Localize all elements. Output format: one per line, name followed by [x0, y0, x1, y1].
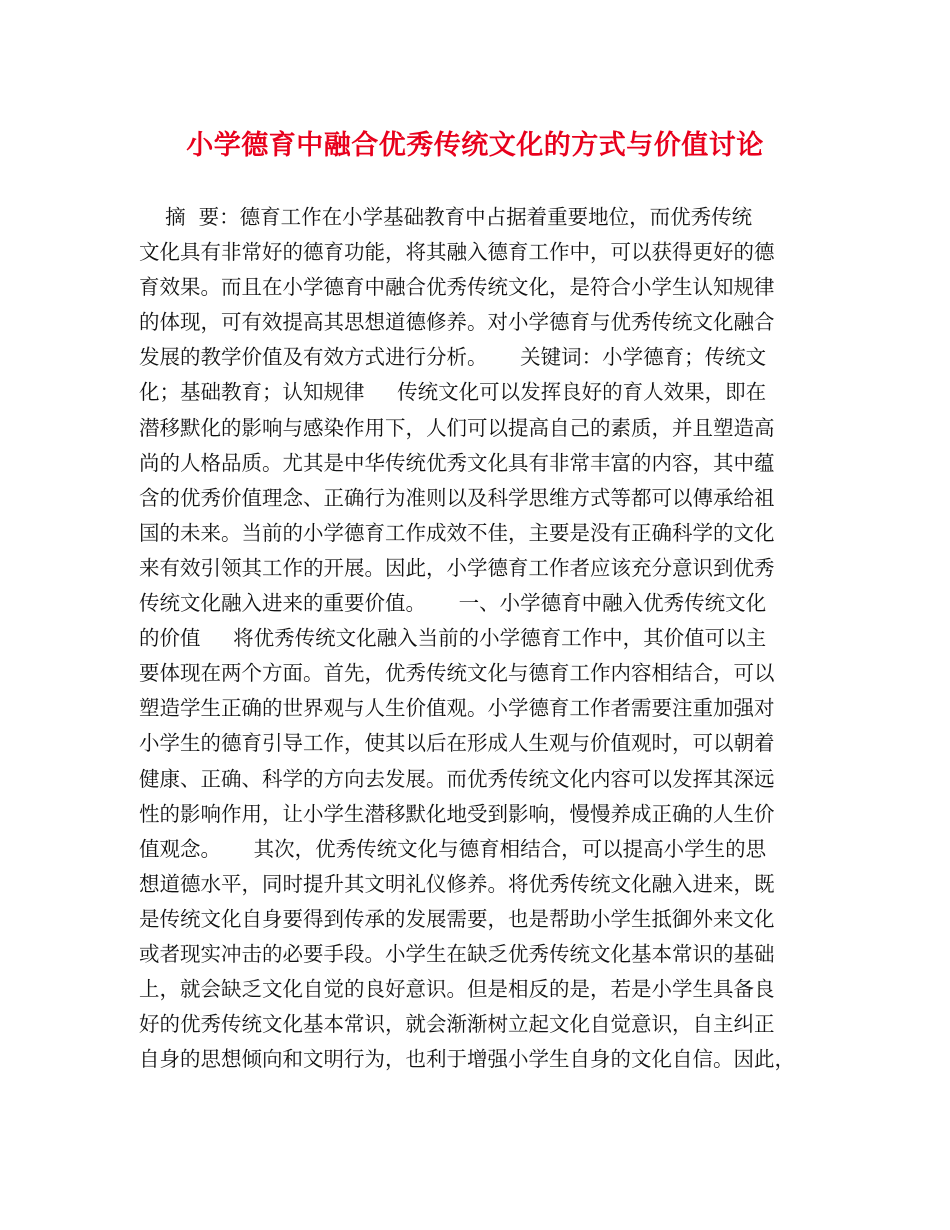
document-title: 小学德育中融合优秀传统文化的方式与价值讨论	[186, 130, 764, 161]
body-line: 尚的人格品质。尤其是中华传统优秀文化具有非常丰富的内容，其中蕴	[139, 450, 775, 475]
body-line: 含的优秀价值理念、正确行为准则以及科学思维方式等都可以傳承给祖	[139, 485, 775, 510]
body-line: 文化具有非常好的德育功能，将其融入德育工作中，可以获得更好的德	[139, 240, 775, 265]
body-line: 发展的教学价值及有效方式进行分析。 关键词：小学德育；传统文	[139, 345, 767, 370]
body-line: 值观念。 其次，优秀传统文化与德育相结合，可以提高小学生的思	[139, 836, 767, 861]
body-line: 传统文化融入进来的重要价值。 一、小学德育中融入优秀传统文化	[139, 591, 767, 616]
body-line: 化；基础教育；认知规律 传统文化可以发挥良好的育人效果，即在	[139, 380, 767, 405]
body-line: 性的影响作用，让小学生潜移默化地受到影响，慢慢养成正确的人生价	[139, 801, 775, 826]
body-line: 国的未来。当前的小学德育工作成效不佳，主要是没有正确科学的文化	[139, 520, 775, 545]
body-line: 来有效引领其工作的开展。因此，小学德育工作者应该充分意识到优秀	[139, 555, 775, 580]
document-body	[139, 200, 839, 1077]
body-line: 潜移默化的影响与感染作用下，人们可以提高自己的素质，并且塑造高	[139, 415, 775, 440]
body-line: 健康、正确、科学的方向去发展。而优秀传统文化内容可以发挥其深远	[139, 766, 775, 791]
body-line: 或者现实冲击的必要手段。小学生在缺乏优秀传统文化基本常识的基础	[139, 941, 775, 966]
body-line: 要体现在两个方面。首先，优秀传统文化与德育工作内容相结合，可以	[139, 661, 775, 686]
body-line: 自身的思想倾向和文明行为，也利于增强小学生自身的文化自信。因此，	[139, 1047, 795, 1072]
body-line: 的价值 将优秀传统文化融入当前的小学德育工作中，其价值可以主	[139, 626, 767, 651]
body-line: 是传统文化自身要得到传承的发展需要，也是帮助小学生抵御外来文化	[139, 906, 775, 931]
body-line: 摘 要：德育工作在小学基础教育中占据着重要地位，而优秀传统	[139, 205, 753, 229]
body-line: 育效果。而且在小学德育中融合优秀传统文化，是符合小学生认知规律	[139, 275, 775, 300]
body-line: 想道德水平，同时提升其文明礼仪修养。将优秀传统文化融入进来，既	[139, 871, 775, 896]
body-line: 的体现，可有效提高其思想道德修养。对小学德育与优秀传统文化融合	[139, 310, 775, 335]
body-line: 塑造学生正确的世界观与人生价值观。小学德育工作者需要注重加强对	[139, 696, 775, 721]
body-line: 小学生的德育引导工作，使其以后在形成人生观与价值观时，可以朝着	[139, 731, 775, 756]
body-line: 上，就会缺乏文化自觉的良好意识。但是相反的是，若是小学生具备良	[139, 977, 775, 1002]
body-line: 好的优秀传统文化基本常识，就会渐渐树立起文化自觉意识，自主纠正	[139, 1012, 775, 1037]
